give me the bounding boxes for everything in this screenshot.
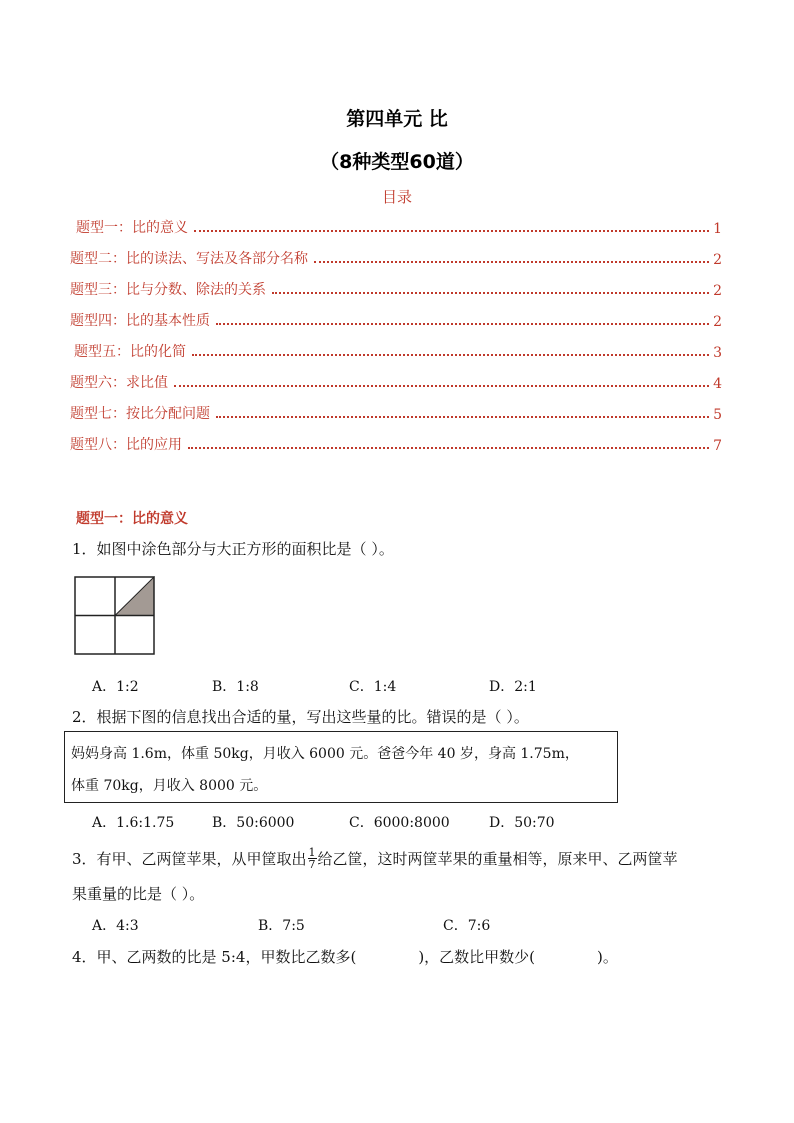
square-figure — [74, 576, 156, 656]
toc-item-label: 题型二：比的读法、写法及各部分名称 — [70, 251, 308, 267]
q3-option-b[interactable]: B．7:5 — [258, 918, 305, 934]
toc-leader — [216, 416, 709, 418]
toc-item-label: 题型七：按比分配问题 — [70, 406, 210, 422]
toc-item-page: 3 — [713, 345, 722, 361]
toc-leader — [314, 261, 709, 263]
toc-leader — [194, 230, 709, 232]
toc-leader — [174, 385, 709, 387]
info-box-line-2: 体重 70kg，月收入 8000 元。 — [71, 778, 268, 794]
toc-item[interactable] — [70, 434, 722, 454]
toc-item-label: 题型一：比的意义 — [76, 220, 188, 236]
toc-item-label: 题型四：比的基本性质 — [70, 313, 210, 329]
toc-item-page: 2 — [713, 283, 722, 299]
q2-option-b[interactable]: B．50:6000 — [212, 815, 295, 831]
fraction-numerator: 1 — [308, 845, 316, 859]
toc-item[interactable] — [74, 341, 722, 361]
info-box — [64, 731, 618, 803]
q2-option-a[interactable]: A．1.6:1.75 — [92, 815, 175, 831]
toc-item-label: 题型八：比的应用 — [70, 437, 182, 453]
toc-item[interactable] — [76, 217, 722, 237]
q1-option-d[interactable]: D．2:1 — [489, 679, 537, 695]
q1-option-a[interactable]: A．1:2 — [92, 679, 139, 695]
toc-item-label: 题型三：比与分数、除法的关系 — [70, 282, 266, 298]
info-box-line-1: 妈妈身高 1.6m，体重 50kg，月收入 6000 元。爸爸今年 40 岁，身高 1.75m， — [71, 746, 579, 762]
question-4-text — [72, 946, 618, 967]
toc-heading: 目录 — [381, 188, 412, 206]
q3-text-after: 给乙筐，这时两筐苹果的重量相等，原来甲、乙两筐苹 — [317, 849, 678, 868]
q1-option-c[interactable]: C．1:4 — [349, 679, 397, 695]
toc-item[interactable] — [70, 403, 722, 423]
q4-text-b: )，乙数比甲数少( — [418, 948, 536, 966]
toc-item-page: 2 — [713, 314, 722, 330]
toc-item-page: 5 — [713, 407, 722, 423]
q1-option-b[interactable]: B．1:8 — [212, 679, 259, 695]
toc-item-page: 7 — [713, 438, 722, 454]
q4-text-a: 4．甲、乙两数的比是 5:4，甲数比乙数多( — [72, 948, 357, 966]
question-2-text: 2．根据下图的信息找出合适的量，写出这些量的比。错误的是（ ）。 — [72, 708, 529, 726]
section-heading: 题型一：比的意义 — [76, 511, 188, 527]
toc-item[interactable] — [70, 248, 722, 268]
toc-item-page: 4 — [713, 376, 722, 392]
toc-leader — [272, 292, 709, 294]
toc-item-page: 1 — [713, 221, 722, 237]
toc-item-label: 题型六：求比值 — [70, 375, 168, 391]
question-3-line-2: 果重量的比是（ ）。 — [72, 885, 205, 903]
q3-text-before: 3．有甲、乙两筐苹果，从甲筐取出 — [72, 849, 307, 868]
page-title: 第四单元 比 — [346, 108, 448, 130]
page-subtitle: （8种类型60道） — [320, 151, 474, 173]
question-1-text: 1．如图中涂色部分与大正方形的面积比是（ ）。 — [72, 540, 394, 558]
shaded-triangle — [115, 577, 154, 616]
toc-item[interactable] — [70, 372, 722, 392]
toc-leader — [192, 354, 709, 356]
fraction — [308, 847, 317, 870]
toc-item-label: 题型五：比的化简 — [74, 344, 186, 360]
q3-option-a[interactable]: A．4:3 — [92, 918, 139, 934]
q2-option-c[interactable]: C．6000:8000 — [349, 815, 450, 831]
toc-leader — [216, 323, 709, 325]
fraction-denominator: 7 — [308, 857, 316, 871]
q4-text-c: )。 — [597, 948, 618, 966]
toc-item[interactable] — [70, 279, 722, 299]
q3-option-c[interactable]: C．7:6 — [443, 918, 491, 934]
question-3-line-1 — [72, 845, 678, 871]
toc-item[interactable] — [70, 310, 722, 330]
toc-leader — [188, 447, 709, 449]
q2-option-d[interactable]: D．50:70 — [489, 815, 555, 831]
toc-item-page: 2 — [713, 252, 722, 268]
